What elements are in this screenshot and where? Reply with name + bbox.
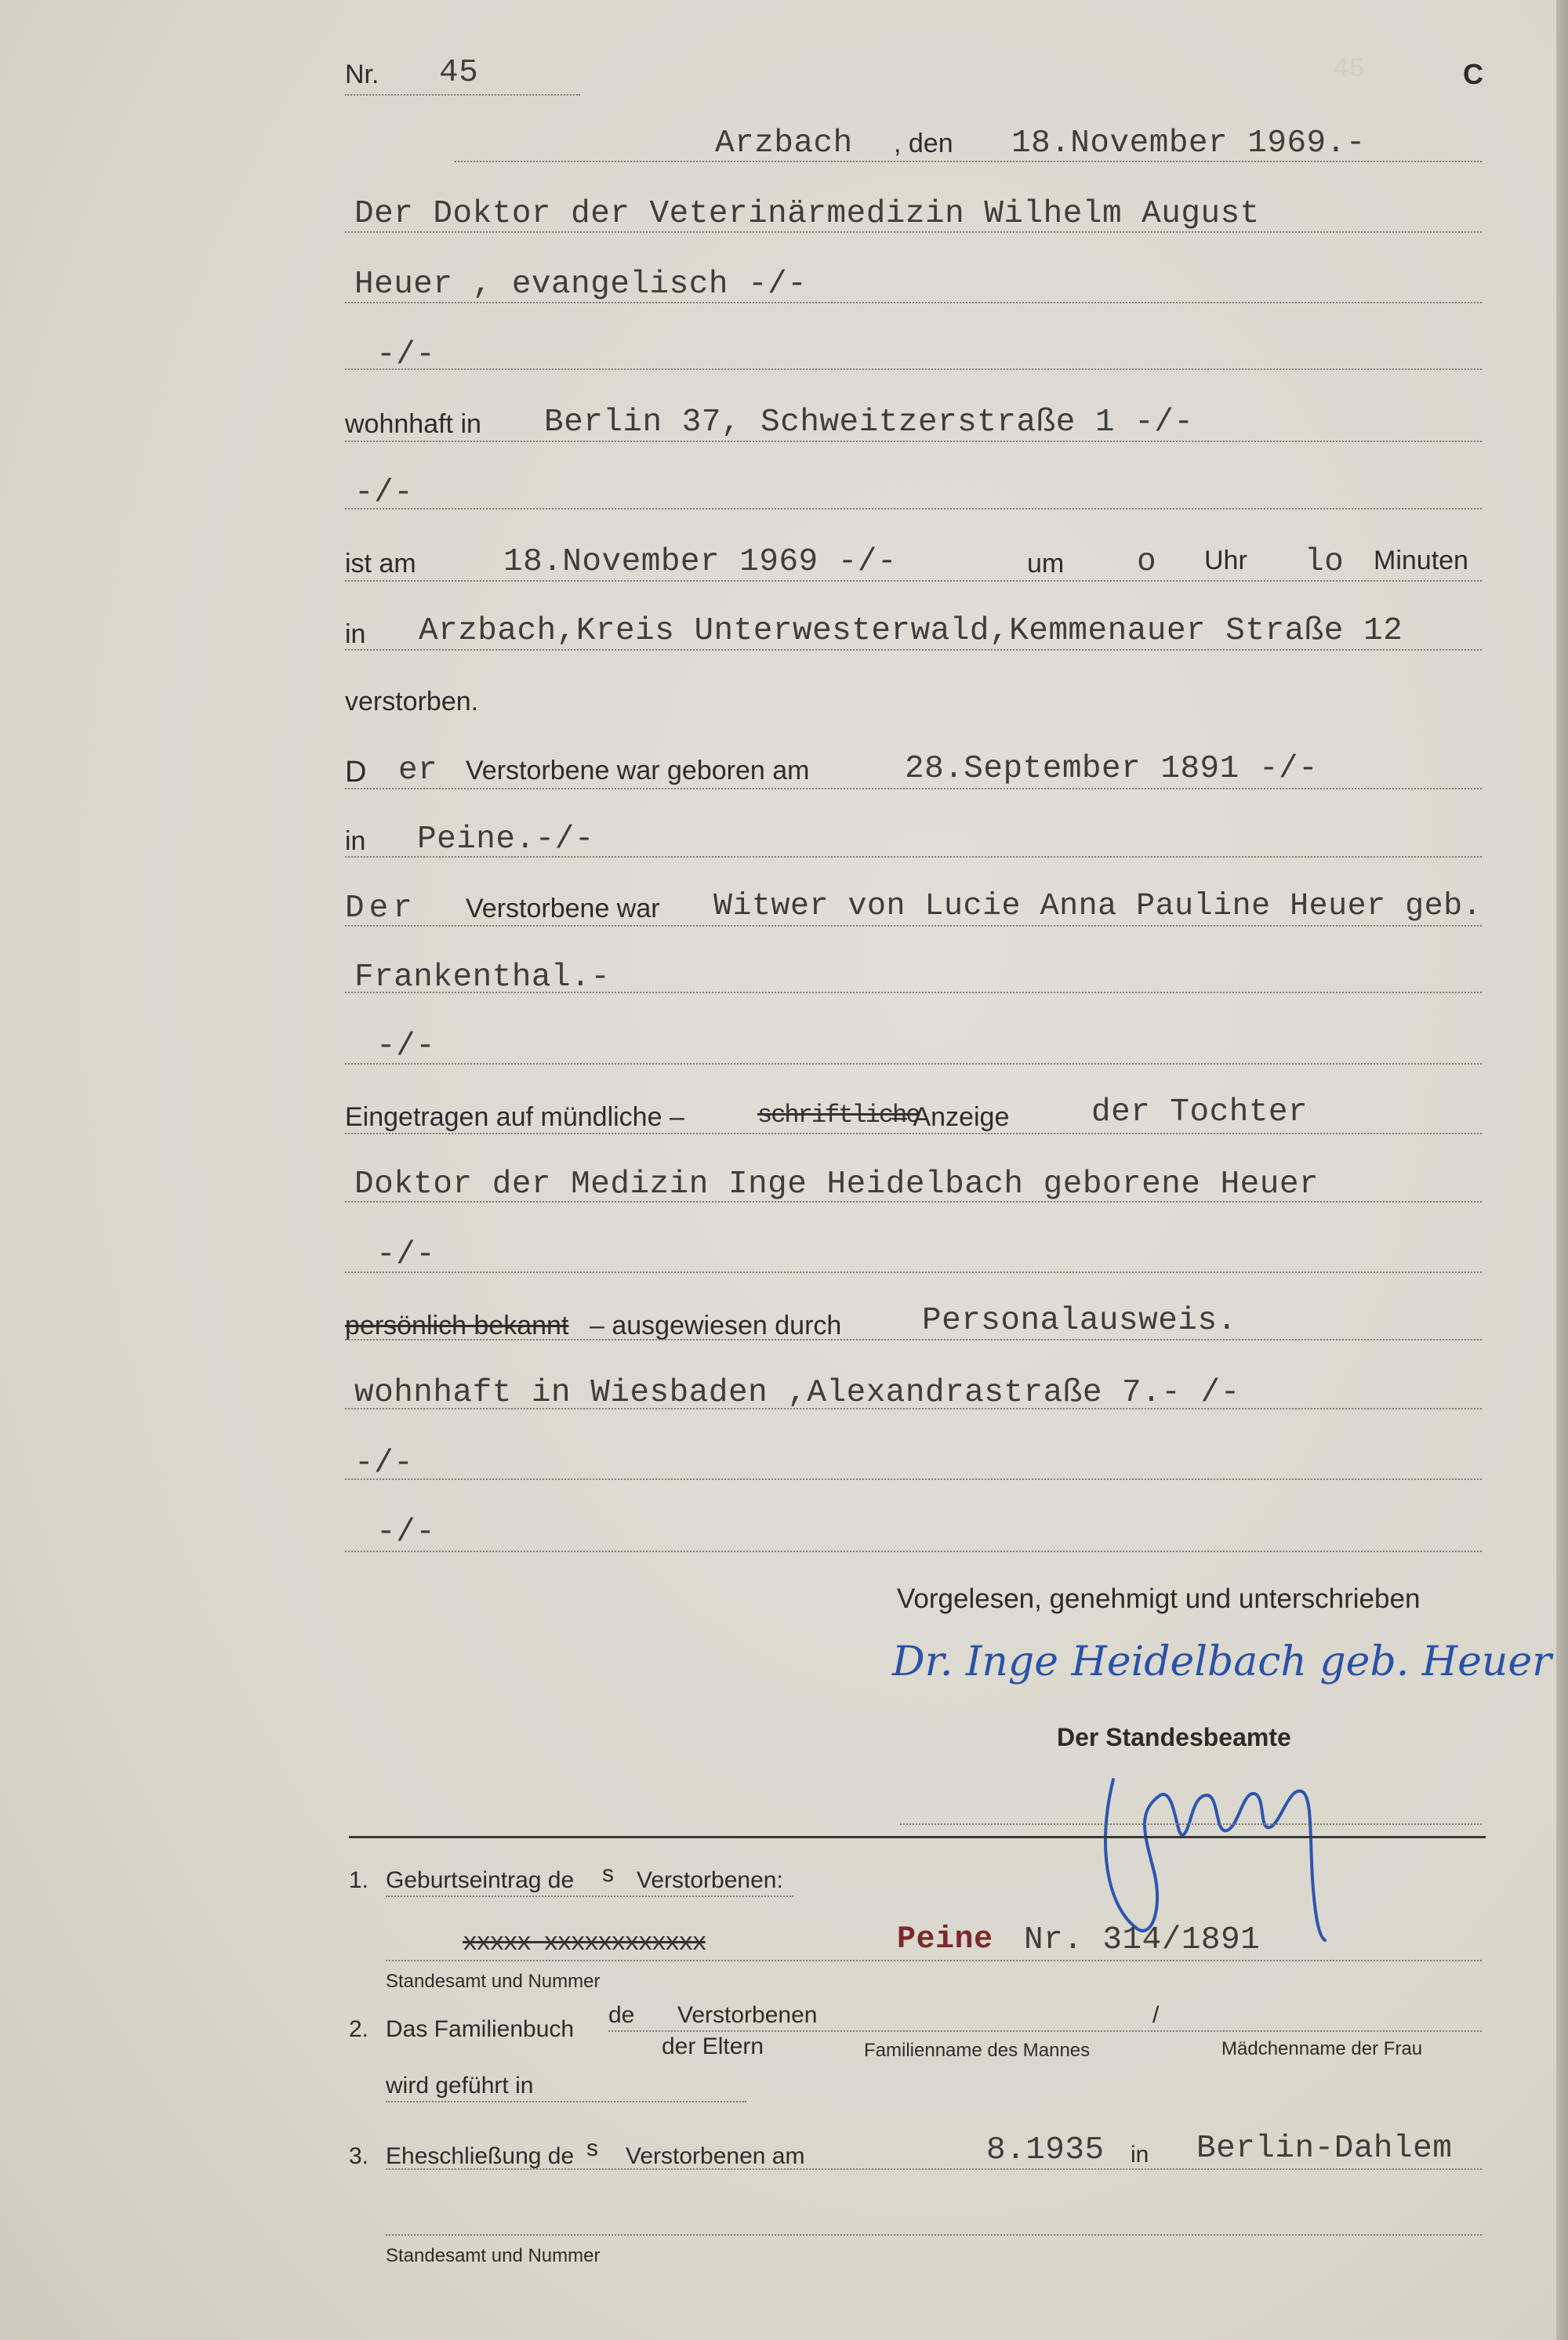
- rule-5: [345, 508, 1482, 510]
- nr-underline: [345, 94, 580, 96]
- note-2-husband-name-label: Familienname des Mannes: [864, 2040, 1091, 2061]
- note-2-slash: /: [1152, 2002, 1160, 2028]
- rule-16: [345, 1339, 1482, 1341]
- in-label: in: [345, 619, 366, 649]
- marital-value: Witwer von Lucie Anna Pauline Heuer geb.: [713, 889, 1483, 924]
- note-2-rule: [608, 2030, 1482, 2032]
- verstorben-label: verstorben.: [345, 687, 479, 717]
- informant-line-7: -/-: [376, 1515, 436, 1551]
- rule-15: [345, 1272, 1482, 1273]
- birth-label: Verstorbene war geboren am: [466, 756, 810, 785]
- marital-prefix: Der: [345, 891, 417, 927]
- note-1-sublabel: Standesamt und Nummer: [386, 1971, 601, 1992]
- rule-18: [345, 1478, 1482, 1480]
- wohnhaft-value: Berlin 37, Schweitzerstraße 1 -/-: [544, 405, 1194, 441]
- rule-3: [345, 368, 1482, 370]
- bleed-through-text: 45: [1333, 55, 1365, 85]
- ausgewiesen-label: – ausgewiesen durch: [590, 1311, 842, 1341]
- death-date: 18.November 1969 -/-: [503, 544, 898, 580]
- deceased-line-3: -/-: [376, 337, 436, 373]
- informant-label: Eingetragen auf mündliche –: [345, 1102, 684, 1132]
- informant-signature: Dr. Inge Heidelbach geb. Heuer: [892, 1638, 1552, 1685]
- note-2-rule-b: [386, 2101, 746, 2102]
- note-3-in: in: [1131, 2142, 1149, 2168]
- rule-1: [345, 231, 1482, 233]
- nr-label: Nr.: [345, 60, 379, 89]
- informant-line-3: -/-: [376, 1237, 436, 1273]
- note-3-rule-a: [386, 2168, 1482, 2170]
- note-3-label-2: Verstorbenen am: [626, 2143, 805, 2169]
- deceased-line-1: Der Doktor der Veterinärmedizin Wilhelm August: [354, 196, 1260, 232]
- informant-line-6: -/-: [354, 1446, 414, 1482]
- rule-13: [345, 1133, 1482, 1134]
- note-3-s: s: [586, 2135, 598, 2161]
- marital-line-3: -/-: [376, 1029, 436, 1065]
- um-label: um: [1027, 549, 1065, 579]
- rule-9: [345, 856, 1482, 858]
- marital-label: Verstorbene war: [466, 894, 660, 923]
- rule-11: [345, 992, 1482, 993]
- note-1-number-value: Nr. 314/1891: [1024, 1922, 1261, 1958]
- read-approved-label: Vorgelesen, genehmigt und unterschrieben: [897, 1584, 1421, 1614]
- note-2-eltern: der Eltern: [662, 2033, 764, 2059]
- note-1-rule-b: [386, 1960, 1482, 1961]
- hour-value: o: [1137, 544, 1157, 580]
- uhr-label: Uhr: [1204, 546, 1247, 575]
- note-2-number: 2.: [349, 2016, 369, 2042]
- rule-6: [345, 580, 1482, 582]
- registrar-label: Der Standesbeamte: [1057, 1723, 1291, 1751]
- note-1-number: 1.: [349, 1867, 369, 1893]
- rule-10: [345, 925, 1482, 927]
- note-2-de: de: [608, 2002, 635, 2028]
- informant-struck-text: schriftliche: [757, 1101, 920, 1130]
- id-document: Personalausweis.: [922, 1303, 1237, 1339]
- marital-line-2: Frankenthal.-: [354, 960, 611, 996]
- place-date-line: [455, 161, 1482, 162]
- birth-date: 28.September 1891 -/-: [905, 751, 1319, 787]
- note-2-wife-maiden-label: Mädchenname der Frau: [1221, 2038, 1423, 2059]
- note-3-date: 8.1935: [986, 2132, 1105, 2168]
- birth-in-label: in: [345, 826, 366, 856]
- registrar-signature: [1090, 1748, 1348, 1952]
- nr-value: 45: [439, 55, 479, 91]
- rule-4: [345, 441, 1482, 442]
- informant-label-2: – Anzeige: [892, 1102, 1010, 1132]
- note-3-sublabel: Standesamt und Nummer: [386, 2245, 601, 2266]
- corner-letter: C: [1463, 58, 1483, 90]
- note-1-label-2: Verstorbenen:: [637, 1867, 783, 1893]
- note-1-label: Geburtseintrag de: [386, 1867, 575, 1893]
- rule-12: [345, 1063, 1482, 1065]
- informant-line-2: Doktor der Medizin Inge Heidelbach geborene Heuer: [354, 1166, 1319, 1203]
- ist-am-label: ist am: [345, 549, 416, 579]
- note-1-rule-a: [386, 1896, 793, 1897]
- birth-prefix-er: er: [398, 753, 438, 789]
- notes-divider: [349, 1836, 1486, 1838]
- informant-address: wohnhaft in Wiesbaden ,Alexandrastraße 7.- /-: [354, 1375, 1240, 1411]
- note-2-label: Das Familienbuch: [386, 2016, 575, 2042]
- note-3-number: 3.: [349, 2143, 369, 2169]
- minuten-label: Minuten: [1374, 546, 1468, 575]
- wohnhaft-label: wohnhaft in: [345, 409, 481, 439]
- rule-8: [345, 788, 1482, 789]
- rule-17: [345, 1408, 1482, 1409]
- informant-value: der Tochter: [1091, 1094, 1308, 1130]
- note-1-s: s: [602, 1861, 614, 1887]
- note-3-rule-b: [386, 2234, 1482, 2236]
- note-2-verstorbenen: Verstorbenen: [677, 2002, 818, 2028]
- page-edge: [1556, 0, 1568, 2340]
- note-3-place: Berlin-Dahlem: [1196, 2131, 1453, 2167]
- birth-prefix-d: D: [345, 756, 367, 789]
- place-value: Arzbach: [715, 125, 853, 161]
- informant-struck-known: persönlich bekannt: [345, 1311, 569, 1341]
- note-2-gefuehrt-label: wird geführt in: [386, 2073, 534, 2099]
- rule-2: [345, 302, 1482, 303]
- birth-place: Peine.-/-: [417, 822, 594, 858]
- registrar-signature-line: [900, 1823, 1482, 1825]
- rule-7: [345, 649, 1482, 651]
- death-place: Arzbach,Kreis Unterwesterwald,Kemmenauer Straße 12: [419, 613, 1403, 649]
- note-1-office: Peine: [897, 1922, 993, 1957]
- deceased-line-2: Heuer , evangelisch -/-: [354, 267, 808, 303]
- note-1-struck-office: xxxxx xxxxxxxxxxxx: [463, 1928, 706, 1957]
- rule-19: [345, 1551, 1482, 1552]
- den-label: , den: [894, 129, 953, 158]
- date-value: 18.November 1969.-: [1011, 125, 1366, 161]
- note-3-label: Eheschließung de: [386, 2143, 575, 2169]
- deceased-line-5: -/-: [354, 475, 414, 511]
- rule-14: [345, 1201, 1482, 1203]
- minutes-value: lo: [1305, 544, 1345, 580]
